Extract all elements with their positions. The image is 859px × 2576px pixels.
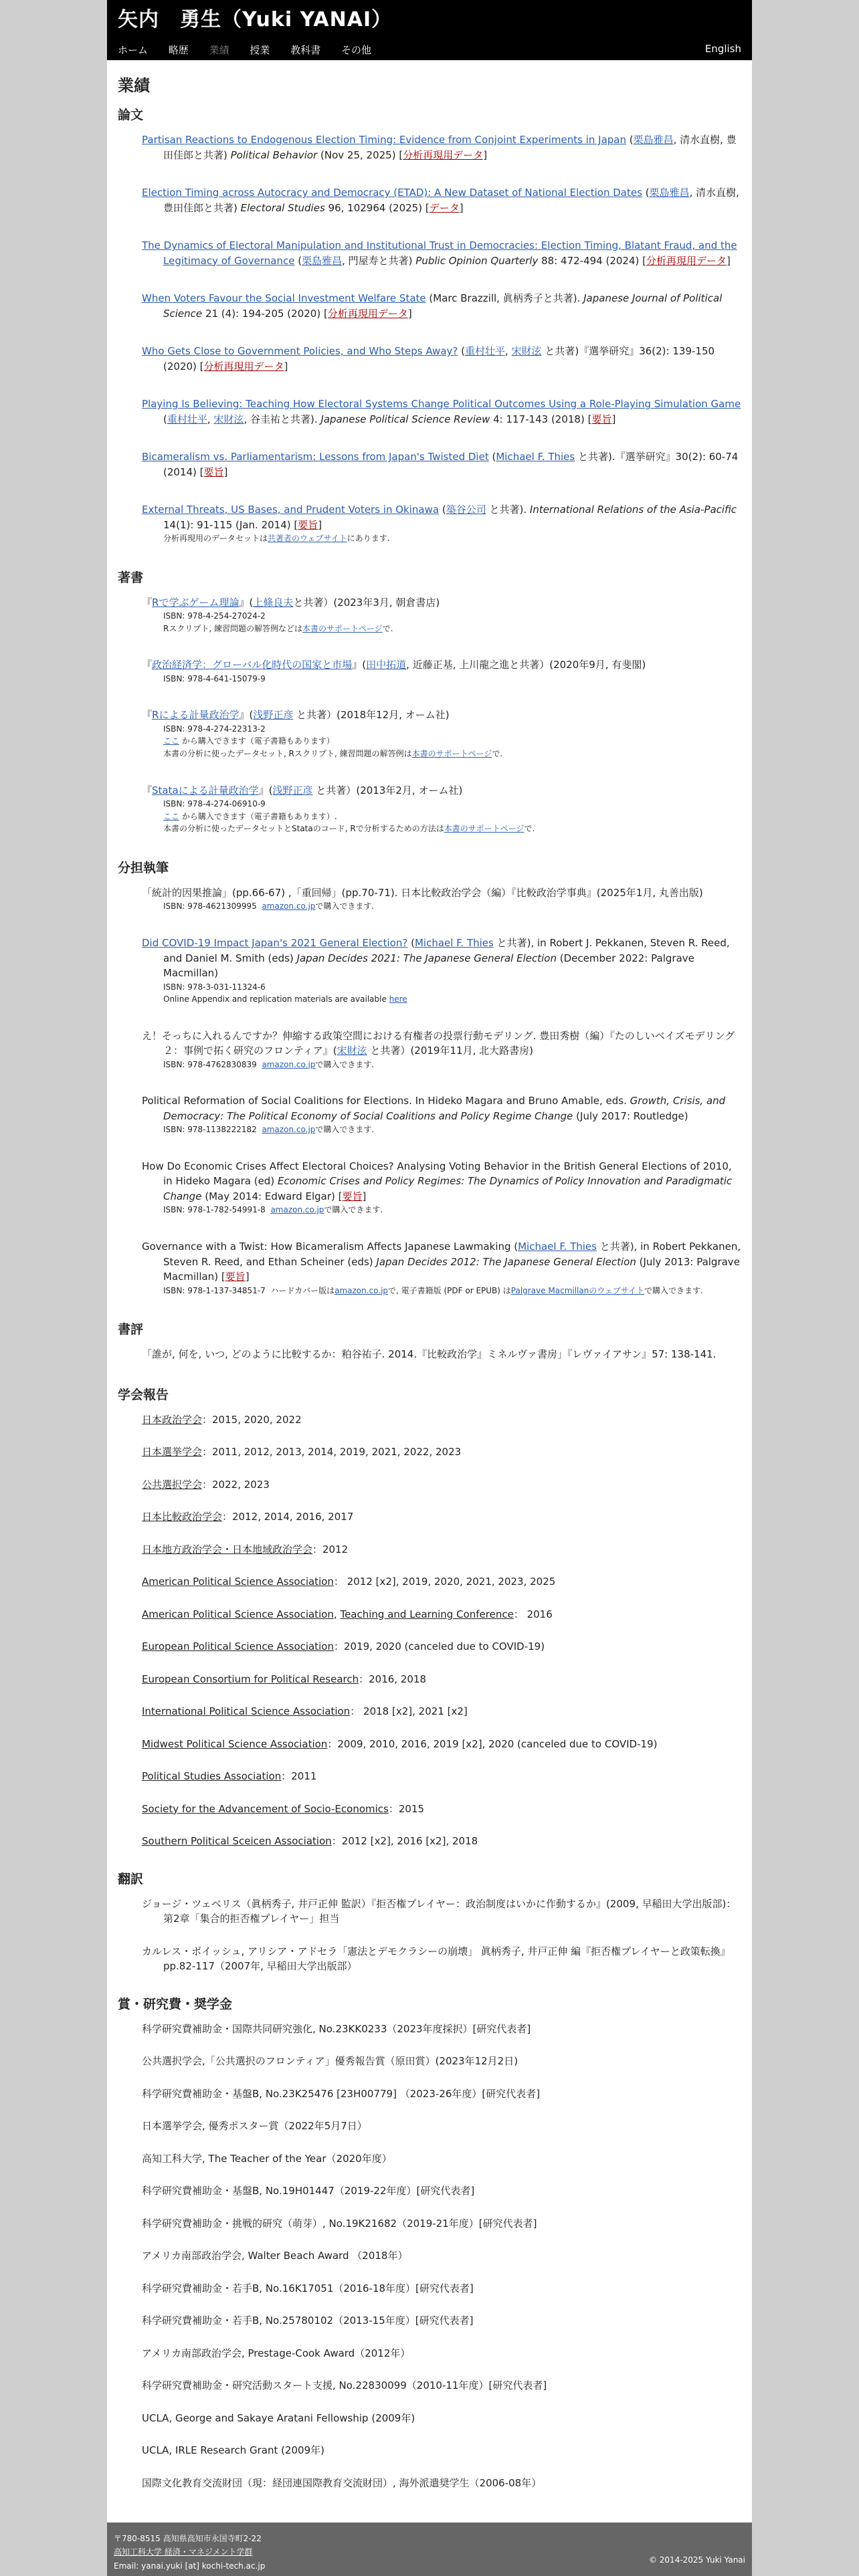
conference-years: ：2022, 2023 [202, 1478, 270, 1491]
coauthor-link[interactable]: Michael F. Thies [496, 451, 575, 463]
conference-name-link[interactable]: International Political Science Association [142, 1705, 351, 1718]
conference-item [142, 1509, 741, 1525]
conference-name-link[interactable]: American Political Science Association [142, 1576, 334, 1588]
nav-english[interactable]: English [704, 43, 741, 55]
conference-item [142, 1672, 741, 1687]
conference-item [142, 1444, 741, 1460]
paper-title-link[interactable]: When Voters Favour the Social Investment Welfare State [142, 292, 426, 304]
nav-other[interactable]: その他 [341, 44, 371, 56]
data-link[interactable]: データ [429, 201, 460, 214]
coauthor-link[interactable]: 上條良夫 [253, 596, 294, 609]
book-title-link[interactable]: 政治経済学：グローバル化時代の国家と市場 [152, 659, 353, 671]
award-item: 高知工科大学, The Teacher of the Year（2020年度） [142, 2152, 392, 2165]
footer-affiliation-link[interactable]: 高知工科大学 経済・マネジメント学群 [114, 2547, 253, 2557]
page [107, 0, 752, 2576]
content [107, 60, 752, 2535]
paper-item: When Voters Favour the Social Investment Welfare State (Marc Brazzill, 眞柄秀子と共著). Japanese Journal of Political Science 21 (4): 194-205 (2020) [分析再現用データ] [142, 292, 723, 320]
conference-item [142, 1802, 741, 1817]
conference-name-link[interactable]: Political Studies Association [142, 1770, 282, 1783]
conference-item: American Political Science Association, Teaching and Learning Conference： 2016 [142, 1608, 553, 1620]
conference-years: ：2015, 2020, 2022 [202, 1413, 302, 1426]
conference-item [142, 1477, 741, 1493]
appendix-note: Online Appendix and replication materials are available here [163, 994, 407, 1004]
coauthor-link[interactable]: Michael F. Thies [414, 937, 494, 950]
conference-years: ：2015 [388, 1802, 425, 1815]
conference-item [142, 1574, 741, 1590]
nav-home[interactable]: ホーム [118, 44, 149, 56]
conference-name-link[interactable]: 公共選択学会 [142, 1478, 203, 1491]
data-link[interactable]: 分析再現用データ [327, 307, 408, 320]
section-chapters-heading: 分担執筆 [118, 860, 169, 875]
paper-item: Election Timing across Autocracy and Democracy (ETAD): A New Dataset of National Election Dates (栗島雅昌, 清水直樹, 豊田佳郎と共著) Electoral Studies 96, 102964 (2025) [データ] [142, 187, 739, 214]
conference-years: ：2016, 2018 [359, 1673, 427, 1685]
abstract-link[interactable]: 要旨 [342, 1190, 363, 1202]
amazon-link[interactable]: amazon.co.jp [270, 1205, 324, 1215]
coauthor-link[interactable]: 栗島雅昌 [302, 254, 343, 267]
isbn-line: ISBN: 978-1138222182 amazon.co.jpで購入できます. [163, 1125, 375, 1135]
buy-note: ここ から購入できます（電子書籍もあります）. [163, 811, 337, 821]
book-title-link[interactable]: Rで学ぶゲーム理論 [152, 596, 240, 609]
data-link[interactable]: 分析再現用データ [203, 360, 284, 372]
footer-email: Email: yanai.yuki [at] kochi-tech.ac.jp [114, 2561, 266, 2571]
isbn: ISBN: 978-4-274-22313-2 [163, 724, 266, 734]
conference-item [142, 1769, 741, 1784]
papers-list [118, 132, 741, 545]
chapter-item: How Do Economic Crises Affect Electoral Choices? Analysing Voting Behavior in the British General Elections of 2010, in Hideko Magara (ed) Economic Crises and Policy Regimes: The Dynamics of Policy Innovation and Paradigmatic Change (May 2014: Edward Elgar) [要旨] ISBN: 978-1-782-54991-8 amazon.co.jpで購入できます. [142, 1159, 741, 1216]
conference-years: ： 2018 [x2], 2021 [x2] [350, 1705, 468, 1718]
translations-list [118, 1897, 741, 1974]
section-reviews-heading: 書評 [118, 1322, 144, 1337]
isbn-line: ISBN: 978-1-782-54991-8 amazon.co.jpで購入できます. [163, 1205, 383, 1215]
abstract-link[interactable]: 要旨 [591, 413, 612, 425]
review-item: 「誰が, 何を, いつ, どのように比較するか：粕谷祐子. 2014.『比較政治学』ミネルヴァ書房」『レヴァイアサン』57: 138-141. [142, 1348, 717, 1361]
masthead [107, 0, 752, 60]
support-page-link[interactable]: 本書のサポートページ [302, 623, 383, 633]
appendix-link[interactable]: here [389, 994, 407, 1004]
isbn-line: ISBN: 978-4621309995 amazon.co.jpで購入できます. [163, 901, 375, 911]
award-item: 国際文化教育交流財団（現：経団連国際教育交流財団）, 海外派遣奨学生（2006-08年） [142, 2476, 542, 2489]
page-title: 業績 [118, 76, 150, 95]
section-awards-heading: 賞・研究費・奨学金 [118, 1996, 233, 2012]
conference-years: ：2012 [312, 1543, 349, 1555]
book-note: 本書の分析に使ったデータセット, Rスクリプト, 練習問題の解答例は本書のサポートページで. [163, 749, 503, 759]
footer-address: 〒780-8515 高知県高知市永国寺町2-22 [114, 2534, 262, 2543]
paper-item: Playing Is Believing: Teaching How Electoral Systems Change Political Outcomes Using a Role-Playing Simulation Game (重村壮平, 宋財泫, 谷圭祐と共著). Japanese Political Science Review 4: 117-143 (2018) [要旨] [142, 398, 741, 425]
conference-item [142, 1412, 741, 1428]
award-item: UCLA, IRLE Research Grant (2009年) [142, 2444, 324, 2457]
conference-years: ： 2012 [x2], 2019, 2020, 2021, 2023, 2025 [333, 1576, 556, 1588]
buy-link[interactable]: ここ [163, 736, 180, 746]
conference-name-link[interactable]: European Consortium for Political Research [142, 1673, 359, 1685]
award-item: 科学研究費補助金・基盤B, No.23K25476 [23H00779] （2023-26年度）[研究代表者] [142, 2087, 541, 2100]
award-item: 科学研究費補助金・若手B, No.25780102（2013-15年度）[研究代表者] [142, 2315, 474, 2327]
award-item: 日本選挙学会, 優秀ポスター賞（2022年5月7日） [142, 2120, 367, 2133]
amazon-link[interactable]: amazon.co.jp [335, 1285, 389, 1295]
nav-works[interactable]: 業績 [209, 44, 229, 56]
award-item: 科学研究費補助金・若手B, No.16K17051（2016-18年度）[研究代表者] [142, 2282, 474, 2294]
paper-title-link[interactable]: Election Timing across Autocracy and Democracy (ETAD): A New Dataset of National Election Dates [142, 187, 642, 199]
isbn: ISBN: 978-4-254-27024-2 [163, 611, 266, 621]
award-item: 公共選択学会,「公共選択のフロンティア」優秀報告賞（原田賞）(2023年12月2日) [142, 2055, 518, 2068]
site-title[interactable]: 矢内 勇生（Yuki YANAI） [118, 8, 393, 31]
paper-title-link[interactable]: The Dynamics of Electoral Manipulation and Institutional Trust in Democracies: Election Timing, Blatant Fraud, and the Legitimacy of Governance [142, 239, 737, 267]
chapter-item: Did COVID-19 Impact Japan's 2021 General Election? (Michael F. Thies と共著), in Robert J. Pekkanen, Steven R. Reed, and Daniel M. Smith (eds) Japan Decides 2021: The Japanese General Election (December 2022: Palgrave Macmillan) ISBN: 978-3-031-11324-6 Online Appendix and replication materials are available here [142, 936, 741, 1006]
isbn: ISBN: 978-4-641-15079-9 [163, 673, 266, 683]
isbn-line: ISBN: 978-1-137-34851-7 ハードカバー版はamazon.co.jpで, 電子書籍版 (PDF or EPUB) はPalgrave Macmillanのウェブサイトで購入できます. [163, 1285, 703, 1295]
coauthor-link[interactable]: 宋財泫 [213, 413, 244, 425]
book-note: 本書の分析に使ったデータセットとStataのコード, Rで分析するための方法は本書のサポートページで. [163, 824, 535, 834]
support-page-link[interactable]: 本書のサポートページ [444, 824, 524, 834]
paper-item: Partisan Reactions to Endogenous Election Timing: Evidence from Conjoint Experiments in Japan (栗島雅昌, 清水直樹, 豊田佳郎と共著) Political Behavior (Nov 25, 2025) [分析再現用データ] [142, 134, 737, 161]
book-item: 『Stataによる計量政治学』(浅野正彦 と共著）(2013年2月, オーム社) ISBN: 978-4-274-06910-9 ここ から購入できます（電子書籍もあります）. 本書の分析に使ったデータセットとStataのコード, Rで分析するための方法は本書のサポートページで. [142, 783, 741, 835]
coauthor-link[interactable]: 栗島雅昌 [633, 134, 674, 146]
coauthor-link[interactable]: 浅野正彦 [272, 784, 313, 796]
award-item: UCLA, George and Sakaye Aratani Fellowship (2009年) [142, 2411, 415, 2424]
buy-link[interactable]: ここ [163, 811, 180, 821]
award-item: アメリカ南部政治学会, Prestage-Cook Award（2012年） [142, 2347, 411, 2359]
book-item: 『Rで学ぶゲーム理論』(上條良夫と共著）(2023年3月, 朝倉書店) ISBN: 978-4-254-27024-2 Rスクリプト, 練習問題の解答例などは本書のサポートページで. [142, 595, 741, 635]
award-item: 科学研究費補助金・国際共同研究強化, No.23KK0233（2023年度採択）[研究代表者] [142, 2022, 531, 2035]
conference-years: ：2009, 2010, 2016, 2019 [x2], 2020 (canceled due to COVID-19) [327, 1737, 658, 1750]
nav-teaching[interactable]: 授業 [250, 44, 270, 56]
buy-note: ここ から購入できます（電子書籍もあります） [163, 736, 335, 746]
conference-name-link[interactable]: Society for the Advancement of Socio-Economics [142, 1802, 389, 1815]
amazon-link[interactable]: amazon.co.jp [262, 1059, 316, 1069]
nav-textbooks[interactable]: 教科書 [290, 44, 321, 56]
books-list [118, 595, 741, 835]
conference-item [142, 1737, 741, 1752]
award-item: アメリカ南部政治学会, Walter Beach Award （2018年） [142, 2250, 408, 2262]
coauthor-link[interactable]: 田中拓道 [366, 659, 407, 671]
conference-years: ： 2016 [513, 1608, 553, 1620]
palgrave-link[interactable]: Palgrave Macmillanのウェブサイト [510, 1285, 645, 1295]
conference-item [142, 1639, 741, 1654]
book-item: 『Rによる計量政治学』(浅野正彦 と共著）(2018年12月, オーム社) ISBN: 978-4-274-22313-2 ここ から購入できます（電子書籍もあります） 本書の分析に使ったデータセット, Rスクリプト, 練習問題の解答例は本書のサポートページで. [142, 708, 741, 760]
chapter-item: Governance with a Twist: How Bicameralism Affects Japanese Lawmaking (Michael F. Thies と共著), in Robert Pekkanen, Steven R. Reed, and Ethan Scheiner (eds) Japan Decides 2012: The Japanese General Election (July 2013: Palgrave Macmillan) [要旨] ISBN: 978-1-137-34851-7 ハードカバー版はamazon.co.jpで, 電子書籍版 (PDF or EPUB) はPalgrave Macmillanのウェブサイトで購入できます. [142, 1239, 741, 1297]
paper-item: Who Gets Close to Government Policies, and Who Steps Away? (重村壮平, 宋財泫 と共著)『選挙研究』36(2): 139-150 (2020) [分析再現用データ] [142, 345, 715, 372]
conference-name-link[interactable]: Southern Political Sceicen Association [142, 1835, 332, 1848]
isbn-line: ISBN: 978-4762830839 amazon.co.jpで購入できます. [163, 1059, 375, 1069]
conference-years: ：2012, 2014, 2016, 2017 [222, 1511, 354, 1523]
coauthor-link[interactable]: 重村壮平 [464, 345, 505, 357]
conference-years: ：2012 [x2], 2016 [x2], 2018 [331, 1835, 478, 1848]
chapter-item: Political Reformation of Social Coalitions for Elections. In Hideko Magara and Bruno Amable, eds. Growth, Crisis, and Democracy: The Political Economy of Social Coalitions and Policy Regime Change (July 2017: Routledge) ISBN: 978-1138222182 amazon.co.jpで購入できます. [142, 1093, 741, 1136]
footer-copyright: © 2014-2025 Yuki Yanai [648, 2555, 745, 2565]
conference-name-link[interactable]: Teaching and Learning Conference [340, 1608, 514, 1620]
conference-name-link[interactable]: Midwest Political Science Association [142, 1737, 328, 1750]
conference-name-link[interactable]: European Political Science Association [142, 1640, 334, 1653]
footer [107, 2523, 752, 2576]
conference-name-link[interactable]: 日本選挙学会 [142, 1446, 203, 1459]
translation-item: ジョージ・ツェベリス（眞柄秀子, 井戸正伸 監訳）『拒否権プレイヤー：政治制度はいかに作動するか』(2009, 早稲田大学出版部)：第2章「集合的拒否権プレイヤー」担当 [142, 1897, 737, 1925]
paper-title-link[interactable]: Bicameralism vs. Parliamentarism: Lessons from Japan's Twisted Diet [142, 451, 489, 463]
section-conferences-heading: 学会報告 [118, 1387, 169, 1402]
data-link[interactable]: 分析再現用データ [646, 254, 727, 267]
coauthor-link[interactable]: 築谷公司 [446, 504, 486, 516]
isbn: ISBN: 978-4-274-06910-9 [163, 799, 266, 809]
chapter-title-link[interactable]: Did COVID-19 Impact Japan's 2021 General Election? [142, 937, 408, 950]
paper-title-link[interactable]: Partisan Reactions to Endogenous Election Timing: Evidence from Conjoint Experiments in Japan [142, 134, 626, 146]
chapters-list [118, 885, 741, 1297]
nav-cv[interactable]: 略歴 [168, 44, 189, 56]
award-item: 科学研究費補助金・研究活動スタート支援, No.22830099（2010-11年度）[研究代表者] [142, 2379, 547, 2392]
section-papers-heading: 論文 [118, 108, 144, 122]
conference-name-link[interactable]: American Political Science Association [142, 1608, 334, 1620]
conference-name-link[interactable]: 日本地方政治学会・日本地域政治学会 [142, 1543, 313, 1555]
coauthor-link[interactable]: Michael F. Thies [518, 1241, 597, 1253]
paper-item: Bicameralism vs. Parliamentarism: Lessons from Japan's Twisted Diet (Michael F. Thies と共著).『選挙研究』30(2): 60-74 (2014) [要旨] [142, 451, 739, 478]
paper-item: The Dynamics of Electoral Manipulation and Institutional Trust in Democracies: Election Timing, Blatant Fraud, and the Legitimacy of Governance (栗島雅昌, 門屋寿と共著) Public Opinion Quarterly 88: 472-494 (2024) [分析再現用データ] [142, 239, 737, 267]
coauthor-link[interactable]: 重村壮平 [167, 413, 207, 425]
paper-item: External Threats, US Bases, and Prudent Voters in Okinawa (築谷公司 と共著). International Relations of the Asia-Pacific 14(1): 91-115 (Jan. 2014) [要旨] 分析再現用のデータセットは共著者のウェブサイトにあります. [142, 502, 741, 545]
abstract-link[interactable]: 要旨 [203, 465, 224, 478]
conference-item [142, 1834, 741, 1849]
conference-years: ：2019, 2020 (canceled due to COVID-19) [334, 1640, 545, 1653]
coauthor-link[interactable]: 宋財泫 [337, 1045, 367, 1057]
amazon-link[interactable]: amazon.co.jp [262, 1125, 316, 1135]
reviews-list [118, 1347, 741, 1362]
main-nav [118, 43, 389, 57]
paper-title-link[interactable]: Playing Is Believing: Teaching How Electoral Systems Change Political Outcomes Using a Role-Playing Simulation Game [142, 398, 741, 410]
data-link[interactable]: 分析再現用データ [403, 148, 484, 161]
book-note: Rスクリプト, 練習問題の解答例などは本書のサポートページで. [163, 623, 393, 633]
chapter-item: え！そっちに入れるんですか？伸縮する政策空間における有権者の投票行動モデリング. 豊田秀樹（編）『たのしいベイズモデリング２：事例で拓く研究のフロンティア』(宋財泫 と共著）(2019年11月, 北大路書房) ISBN: 978-4762830839 amazon.co.jpで購入できます. [142, 1029, 741, 1071]
book-item: 『政治経済学：グローバル化時代の国家と市場』(田中拓道, 近藤正基, 上川龍之進と共著）(2020年9月, 有斐閣) ISBN: 978-4-641-15079-9 [142, 657, 741, 685]
award-item: 科学研究費補助金・基盤B, No.19H01447（2019-22年度）[研究代表者] [142, 2185, 475, 2197]
conferences-list [118, 1412, 741, 1849]
coauthor-link[interactable]: 宋財泫 [511, 345, 542, 357]
conference-name-link[interactable]: 日本比較政治学会 [142, 1511, 223, 1523]
coauthor-link[interactable]: 栗島雅昌 [649, 187, 690, 199]
book-title-link[interactable]: Rによる計量政治学 [152, 709, 240, 722]
section-translations-heading: 翻訳 [118, 1871, 144, 1887]
isbn: ISBN: 978-3-031-11324-6 [163, 982, 266, 992]
support-page-link[interactable]: 本書のサポートページ [411, 749, 492, 759]
paper-title-link[interactable]: Who Gets Close to Government Policies, and Who Steps Away? [142, 345, 458, 357]
awards-list [118, 2022, 741, 2491]
conference-item [142, 1542, 741, 1558]
translation-item: カルレス・ボイッシュ, アリシア・アドセラ「憲法とデモクラシーの崩壊」 眞柄秀子, 井戸正伸 編『拒否権プレイヤーと政策転換』pp.82-117（2007年, 早稲田大学出版部） [142, 1945, 731, 1973]
coauthor-site-link[interactable]: 共著者のウェブサイト [268, 534, 347, 543]
paper-note: 分析再現用のデータセットは共著者のウェブサイトにあります. [163, 534, 390, 543]
conference-years: ：2011, 2012, 2013, 2014, 2019, 2021, 2022, 2023 [202, 1446, 462, 1459]
chapter-item: 「統計的因果推論」(pp.66-67) ,「重回帰」(pp.70-71). 日本比較政治学会（編）『比較政治学事典』(2025年1月, 丸善出版) ISBN: 978-4621309995 amazon.co.jpで購入できます. [142, 885, 741, 913]
abstract-link[interactable]: 要旨 [225, 1271, 246, 1283]
paper-title-link[interactable]: External Threats, US Bases, and Prudent Voters in Okinawa [142, 504, 440, 516]
conference-item [142, 1704, 741, 1719]
conference-years: ：2011 [281, 1770, 317, 1783]
amazon-link[interactable]: amazon.co.jp [262, 901, 316, 911]
award-item: 科学研究費補助金・挑戦的研究（萌芽）, No.19K21682（2019-21年度）[研究代表者] [142, 2217, 537, 2230]
book-title-link[interactable]: Stataによる計量政治学 [152, 784, 259, 796]
section-books-heading: 著書 [118, 570, 144, 585]
coauthor-link[interactable]: 浅野正彦 [253, 709, 294, 722]
abstract-link[interactable]: 要旨 [298, 518, 318, 531]
conference-name-link[interactable]: 日本政治学会 [142, 1413, 203, 1426]
